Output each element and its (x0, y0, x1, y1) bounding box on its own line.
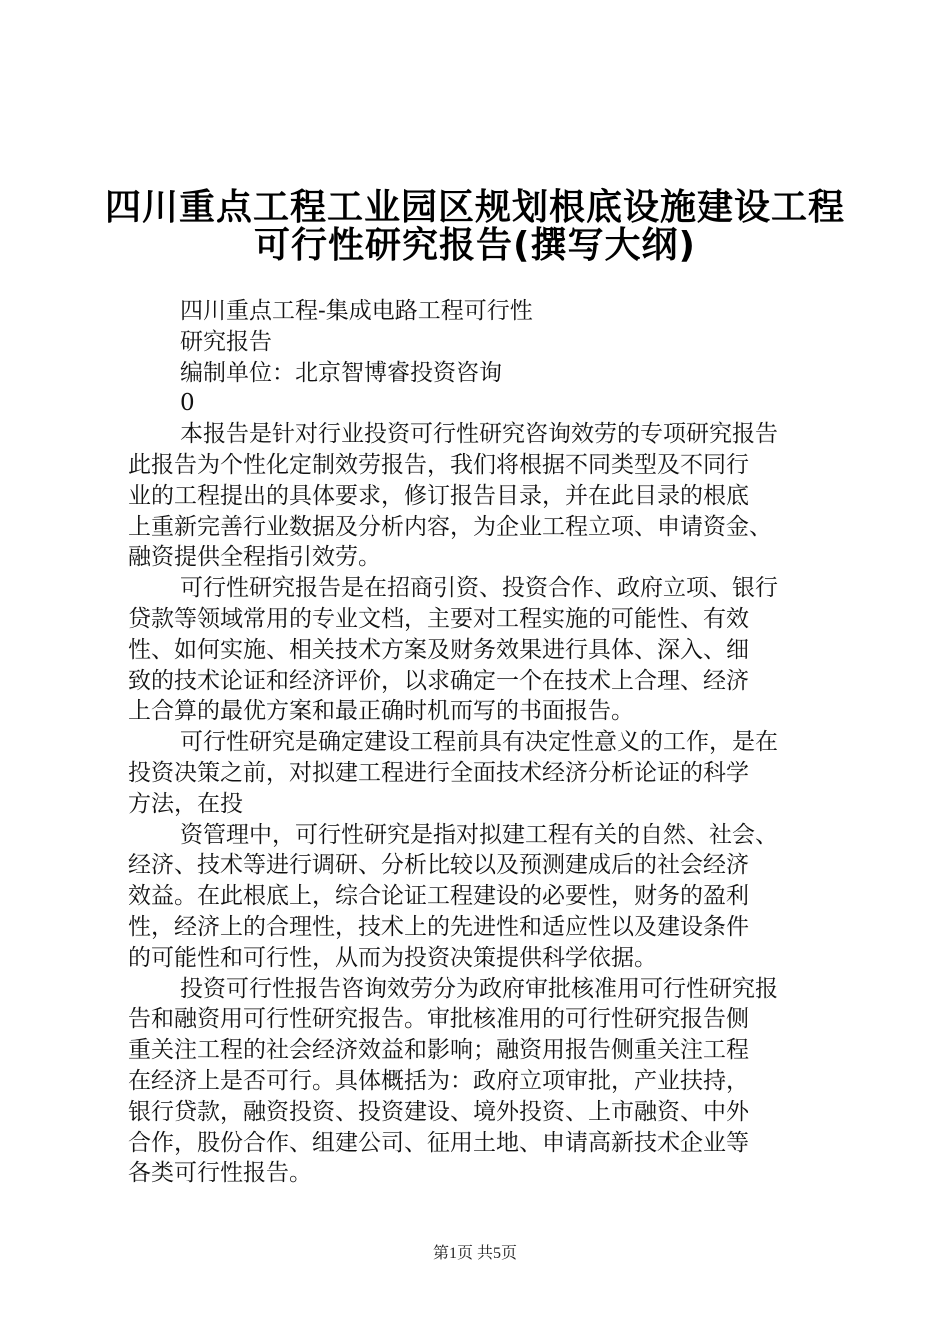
document-text-line: 融资提供全程指引效劳。 (128, 544, 381, 571)
document-text-line: 投资决策之前，对拟建工程进行全面技术经济分析论证的科学 (128, 759, 749, 786)
document-text-line: 研究报告 (180, 328, 272, 355)
document-text-line: 性、如何实施、相关技术方案及财务效果进行具体、深入、细 (128, 636, 749, 663)
document-text-line: 贷款等领域常用的专业文档，主要对工程实施的可能性、有效 (128, 605, 749, 632)
document-text-line: 告和融资用可行性研究报告。审批核准用的可行性研究报告侧 (128, 1006, 749, 1033)
document-text-line: 效益。在此根底上，综合论证工程建设的必要性，财务的盈利 (128, 883, 749, 910)
document-title-line-1: 四川重点工程工业园区规划根底设施建设工程 (104, 187, 845, 228)
document-body (128, 296, 834, 1189)
document-text-line: 投资可行性报告咨询效劳分为政府审批核准用可行性研究报 (180, 975, 778, 1002)
document-text-line: 本报告是针对行业投资可行性研究咨询效劳的专项研究报告 (180, 421, 778, 448)
document-text-line: 各类可行性报告。 (128, 1160, 312, 1187)
document-text-line: 0 (180, 390, 195, 417)
document-text-line: 经济、技术等进行调研、分析比较以及预测建成后的社会经济 (128, 852, 749, 879)
document-text-line: 在经济上是否可行。具体概括为：政府立项审批，产业扶持， (128, 1067, 749, 1094)
document-title-line-2: 可行性研究报告(撰写大纲) (254, 225, 696, 266)
document-text-line: 合作，股份合作、组建公司、征用土地、申请高新技术企业等 (128, 1129, 749, 1156)
document-text-line: 可行性研究报告是在招商引资、投资合作、政府立项、银行 (180, 575, 778, 602)
document-text-line: 方法，在投 (128, 790, 243, 817)
document-text-line: 银行贷款，融资投资、投资建设、境外投资、上市融资、中外 (128, 1098, 749, 1125)
document-text-line: 上合算的最优方案和最正确时机而写的书面报告。 (128, 698, 634, 725)
document-text-line: 业的工程提出的具体要求，修订报告目录，并在此目录的根底 (128, 482, 749, 509)
document-text-line: 四川重点工程-集成电路工程可行性 (180, 298, 533, 324)
document-text-line: 重关注工程的社会经济效益和影响；融资用报告侧重关注工程 (128, 1037, 749, 1064)
document-text-line: 上重新完善行业数据及分析内容，为企业工程立项、申请资金、 (128, 513, 772, 540)
document-text-line: 性，经济上的合理性，技术上的先进性和适应性以及建设条件 (128, 913, 749, 940)
document-text-line: 资管理中，可行性研究是指对拟建工程有关的自然、社会、 (180, 821, 778, 848)
document-text-line: 此报告为个性化定制效劳报告，我们将根据不同类型及不同行 (128, 451, 749, 478)
document-text-line: 可行性研究是确定建设工程前具有决定性意义的工作，是在 (180, 729, 778, 756)
document-text-line: 致的技术论证和经济评价，以求确定一个在技术上合理、经济 (128, 667, 749, 694)
page-number-footer: 第1页 共5页 (432, 1245, 517, 1262)
document-text-line: 编制单位：北京智博睿投资咨询 (180, 359, 502, 386)
document-text-line: 的可能性和可行性，从而为投资决策提供科学依据。 (128, 944, 657, 971)
